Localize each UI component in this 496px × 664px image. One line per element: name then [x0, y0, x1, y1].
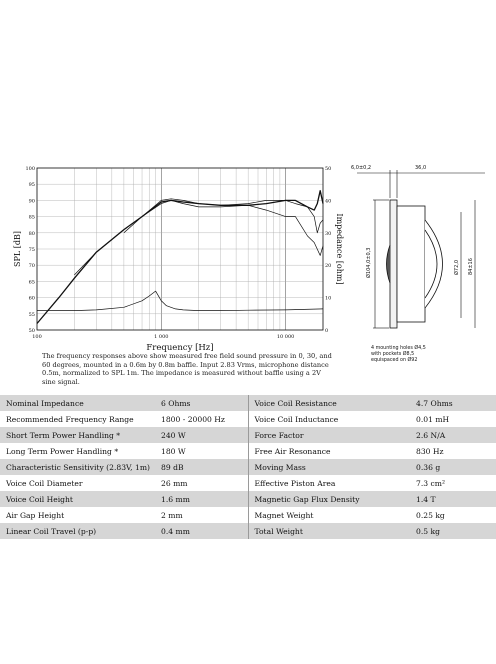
spec-row [0, 395, 496, 411]
x-tick-label: 1 000 [154, 334, 169, 340]
spec-value: 89 dB [155, 459, 248, 475]
y-tick-label-left: 70 [28, 263, 35, 270]
spec-value: 6 Ohms [155, 395, 248, 411]
spec-value: 180 W [161, 446, 186, 456]
spec-value: 1800 - 20000 Hz [161, 414, 225, 424]
x-axis-label: Frequency [Hz] [146, 343, 214, 353]
spec-row [0, 491, 496, 507]
spec-value: 26 mm [161, 478, 188, 488]
y-axis-label-left: SPL [dB] [13, 231, 22, 267]
spec-value: 7.3 cm² [416, 478, 445, 488]
y-tick-label-right: 50 [325, 166, 332, 172]
note-equispaced: equispaced on Ø92 [371, 358, 418, 363]
spec-name: Air Gap Height [6, 510, 65, 520]
spec-row [0, 459, 496, 475]
spec-row [0, 523, 496, 539]
spec-value: 0.4 mm [155, 523, 248, 539]
frequency-response-chart [0, 160, 344, 355]
series-line-2 [124, 200, 323, 255]
y-tick-label-left: 100 [25, 166, 35, 172]
spec-name: Effective Piston Area [248, 475, 410, 491]
spec-name: Linear Coil Travel (p-p) [0, 523, 155, 539]
spec-value: 0.5 kg [410, 523, 496, 539]
series-line-3 [37, 291, 323, 311]
y-tick-label-right: 10 [325, 295, 332, 302]
spec-value: 0.01 mH [416, 414, 450, 424]
dim-top-left: 6,0±0,2 [351, 165, 372, 171]
y-tick-label-right: 0 [325, 328, 329, 334]
y-tick-label-left: 95 [28, 182, 35, 189]
spec-value: 2 mm [161, 510, 183, 520]
spec-name: Voice Coil Diameter [6, 478, 83, 488]
spec-value: 240 W [155, 427, 248, 443]
spec-row [0, 411, 496, 427]
spec-value: 0.36 g [410, 459, 496, 475]
series-line-0 [37, 191, 323, 324]
y-tick-label-right: 30 [325, 230, 332, 237]
spec-value: 1.4 T [410, 491, 496, 507]
dim-top-right: 36,0 [415, 165, 427, 171]
y-axis-label-right: Impedance [ohm] [335, 213, 344, 285]
y-tick-label-left: 75 [28, 247, 35, 253]
y-tick-label-left: 90 [28, 198, 35, 205]
spec-name: Nominal Impedance [0, 395, 155, 411]
spec-row [0, 427, 496, 443]
y-tick-label-left: 85 [28, 214, 35, 221]
spec-name: Magnet Weight [248, 507, 410, 523]
spec-name: Characteristic Sensitivity (2.83V, 1m) [0, 459, 155, 475]
technical-drawing [345, 160, 496, 363]
spec-name: Free Air Resonance [248, 443, 410, 459]
spec-value: 830 Hz [416, 446, 444, 456]
tweeter-profile [387, 200, 443, 328]
spec-name: Total Weight [248, 523, 410, 539]
spec-name: Voice Coil Height [0, 491, 155, 507]
y-tick-label-left: 80 [28, 230, 35, 237]
spec-name: Magnetic Gap Flux Density [248, 491, 410, 507]
spec-value: 2.6 N/A [410, 427, 496, 443]
spec-row [0, 507, 496, 523]
spec-name: Long Term Power Handling * [6, 446, 119, 456]
note-pockets: with pockets Ø8,5 [371, 352, 415, 357]
spec-value: 4.7 Ohms [410, 395, 496, 411]
y-tick-label-left: 50 [28, 328, 35, 334]
spec-name: Recommended Frequency Range [6, 414, 134, 424]
spec-name: Voice Coil Inductance [248, 411, 410, 427]
dim-right-2: 84±16 [468, 258, 474, 275]
spec-value: 1.6 mm [155, 491, 248, 507]
y-tick-label-left: 65 [28, 279, 35, 286]
x-tick-label: 10 000 [276, 334, 295, 340]
spec-row [0, 443, 496, 459]
x-tick-label: 100 [32, 334, 42, 340]
y-tick-label-right: 40 [325, 198, 332, 205]
y-tick-label-left: 60 [28, 295, 35, 302]
dim-right-1: Ø72,0 [454, 259, 460, 275]
chart-caption: The frequency responses above show measured free field sound pressure in 0, 30, and 60 degrees, mounted in a 0.6m by 0.8m baffle. Input 2.83 Vrms, microphone distance 0.5m, normalized to SPL 1m. The impedance is measured without baffle using a 2V sine signal. [42, 352, 332, 386]
spec-table [0, 395, 496, 539]
spec-name: Voice Coil Resistance [248, 395, 410, 411]
y-tick-label-right: 20 [325, 263, 332, 270]
spec-value: 0.25 kg [416, 510, 445, 520]
y-tick-label-left: 55 [28, 311, 35, 318]
spec-name: Force Factor [248, 427, 410, 443]
spec-row [0, 475, 496, 491]
note-mounting-holes: 4 mounting holes Ø4,5 [371, 346, 426, 351]
spec-name: Moving Mass [248, 459, 410, 475]
spec-name: Short Term Power Handling * [0, 427, 155, 443]
dim-left: Ø104,0±0,3 [366, 247, 372, 278]
